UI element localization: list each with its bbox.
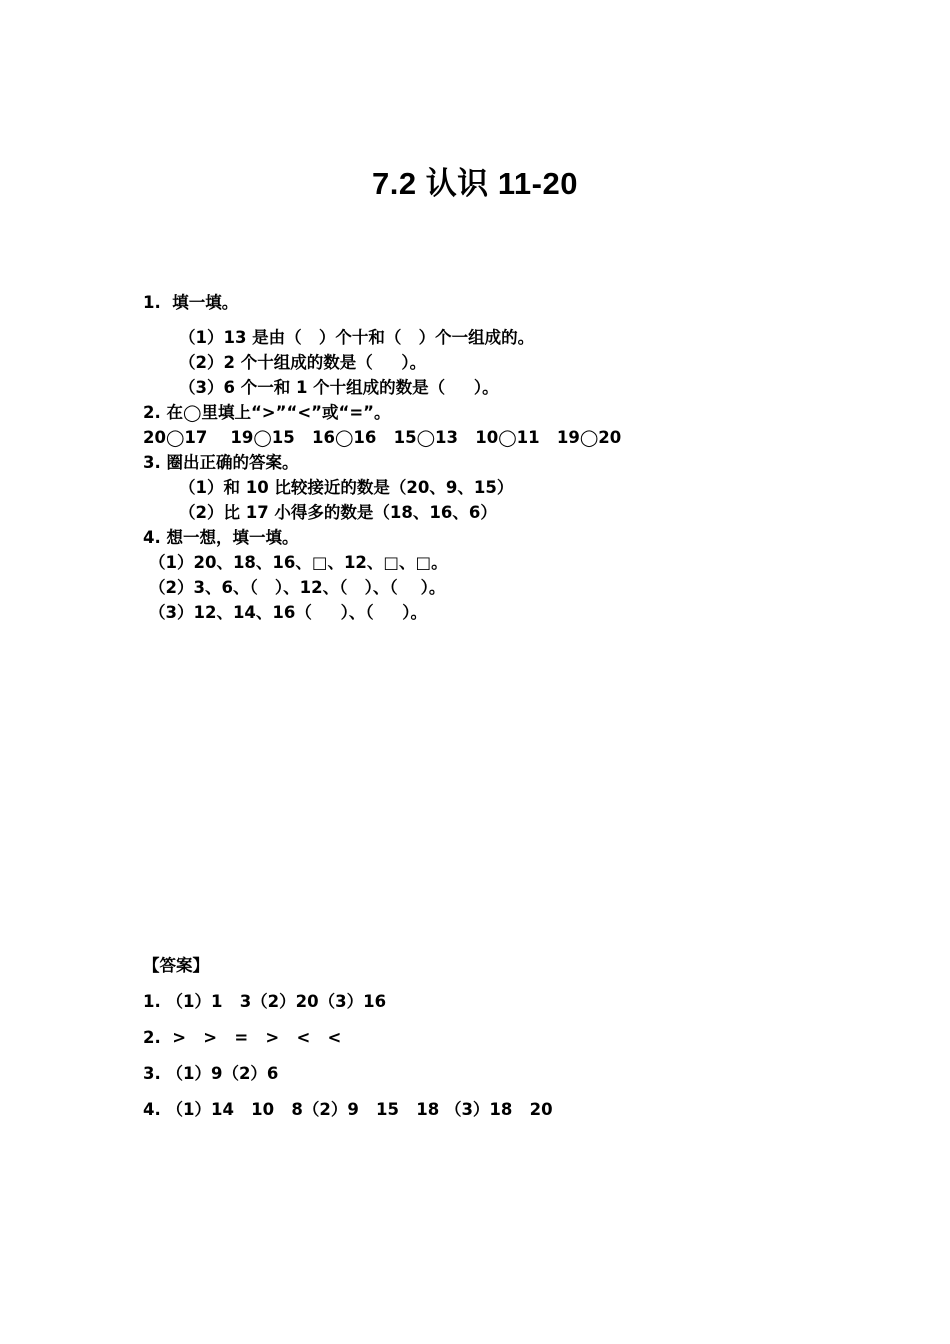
question-1-part-1: （1）13 是由（ ）个十和（ ）个一组成的。 xyxy=(179,328,535,347)
question-3-part-2: （2）比 17 小得多的数是（18、16、6） xyxy=(179,503,497,522)
page-title: 7.2 认识 11-20 xyxy=(372,166,578,201)
answers-section xyxy=(143,948,843,1128)
answer-line-1: 1. （1）1 3（2）20（3）16 xyxy=(143,992,387,1011)
question-1-part-3: （3）6 个一和 1 个十组成的数是（ ）。 xyxy=(179,378,499,397)
question-4-heading: 4. 想一想，填一填。 xyxy=(143,528,299,547)
question-3-heading: 3. 圈出正确的答案。 xyxy=(143,453,299,472)
question-2-heading: 2. 在◯里填上“>”“<”或“=”。 xyxy=(143,403,391,422)
question-4-part-1: （1）20、18、16、□、12、□、□。 xyxy=(149,553,448,572)
question-4-part-3: （3）12、14、16（ ）、（ ）。 xyxy=(149,603,428,622)
answer-line-2: 2. > > = > < < xyxy=(143,1028,342,1047)
questions-section xyxy=(143,290,843,625)
question-1-heading: 1. 填一填。 xyxy=(143,293,239,312)
answer-line-3: 3. （1）9（2）6 xyxy=(143,1064,279,1083)
question-3-part-1: （1）和 10 比较接近的数是（20、9、15） xyxy=(179,478,514,497)
answers-heading: 【答案】 xyxy=(143,956,209,975)
answer-line-4: 4. （1）14 10 8（2）9 15 18 （3）18 20 xyxy=(143,1100,553,1119)
question-1-part-2: （2）2 个十组成的数是（ ）。 xyxy=(179,353,427,372)
question-2-comparisons: 20◯17 19◯15 16◯16 15◯13 10◯11 19◯20 xyxy=(143,428,622,447)
question-4-part-2: （2）3、6、（ ）、12、（ ）、（ ）。 xyxy=(149,578,446,597)
